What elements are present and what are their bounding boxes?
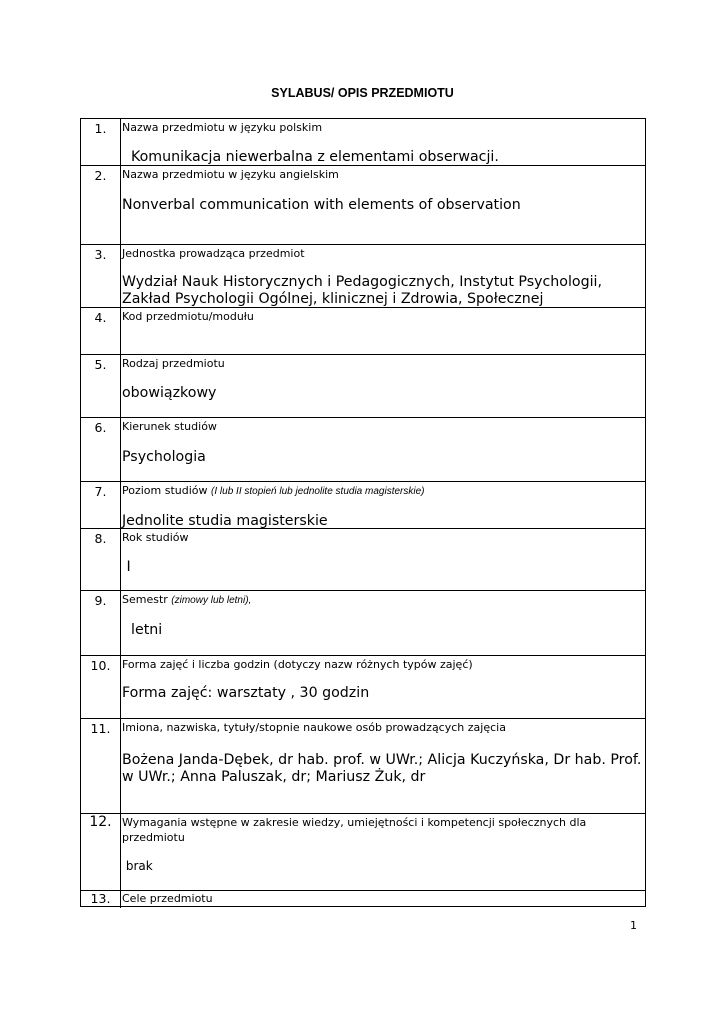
row-number: 4. xyxy=(81,308,121,354)
row-label: Rodzaj przedmiotu xyxy=(122,357,225,370)
row-2 xyxy=(81,166,645,245)
row-value: I xyxy=(122,559,131,575)
row-value: letni xyxy=(122,622,163,638)
row-12 xyxy=(81,814,645,891)
row-6 xyxy=(81,418,645,482)
row-number: 8. xyxy=(81,529,121,590)
document-title: SYLABUS/ OPIS PRZEDMIOTU xyxy=(271,86,454,100)
row-number: 1. xyxy=(81,119,121,165)
row-number: 13. xyxy=(81,891,121,908)
row-label: Rok studiów xyxy=(122,531,189,544)
row-value: brak xyxy=(122,859,153,873)
row-label: Wymagania wstępne w zakresie wiedzy, umiejętności i kompetencji społecznych dla przedmiotu xyxy=(122,816,587,844)
row-value: Psychologia xyxy=(122,449,206,465)
row-number: 3. xyxy=(81,245,121,307)
row-value: Forma zajęć: warsztaty , 30 godzin xyxy=(122,685,370,701)
row-number: 5. xyxy=(81,355,121,417)
row-number: 11. xyxy=(81,719,121,813)
row-label: Poziom studiów (I lub II stopień lub jednolite studia magisterskie) xyxy=(122,484,425,497)
row-number: 2. xyxy=(81,166,121,244)
row-number: 6. xyxy=(81,418,121,481)
row-value: Nonverbal communication with elements of observation xyxy=(122,197,521,213)
row-9 xyxy=(81,591,645,656)
row-label: Jednostka prowadząca przedmiot xyxy=(122,247,305,260)
row-label: Forma zajęć i liczba godzin (dotyczy nazw różnych typów zajęć) xyxy=(122,658,473,671)
syllabus-table xyxy=(80,118,646,907)
row-number: 9. xyxy=(81,591,121,655)
row-value: obowiązkowy xyxy=(122,385,217,401)
row-1 xyxy=(81,119,645,166)
row-13 xyxy=(81,891,645,908)
row-number: 12. xyxy=(81,814,121,890)
row-label: Imiona, nazwiska, tytuły/stopnie naukowe osób prowadzących zajęcia xyxy=(122,721,506,734)
row-label: Kierunek studiów xyxy=(122,420,217,433)
row-7 xyxy=(81,482,645,529)
row-value: Bożena Janda-Dębek, dr hab. prof. w UWr.; Alicja Kuczyńska, Dr hab. Prof. w UWr.; Anna Paluszak, dr; Mariusz Żuk, dr xyxy=(122,752,642,785)
row-label: Nazwa przedmiotu w języku polskim xyxy=(122,121,323,134)
row-4 xyxy=(81,308,645,355)
page-number: 1 xyxy=(630,919,637,932)
row-11 xyxy=(81,719,645,814)
row-label: Semestr (zimowy lub letni), xyxy=(122,593,252,606)
row-label: Nazwa przedmiotu w języku angielskim xyxy=(122,168,339,181)
row-3 xyxy=(81,245,645,308)
row-10 xyxy=(81,656,645,719)
row-number: 10. xyxy=(81,656,121,718)
row-8 xyxy=(81,529,645,591)
row-5 xyxy=(81,355,645,418)
row-value: Wydział Nauk Historycznych i Pedagogicznych, Instytut Psychologii, Zakład Psychologii Ogólnej, klinicznej i Zdrowia, Społecznej xyxy=(122,274,602,307)
row-label: Kod przedmiotu/modułu xyxy=(122,310,254,323)
row-number: 7. xyxy=(81,482,121,528)
row-value: Jednolite studia magisterskie xyxy=(122,513,328,529)
row-value: Komunikacja niewerbalna z elementami obserwacji. xyxy=(122,149,499,165)
row-label: Cele przedmiotu xyxy=(122,892,213,905)
